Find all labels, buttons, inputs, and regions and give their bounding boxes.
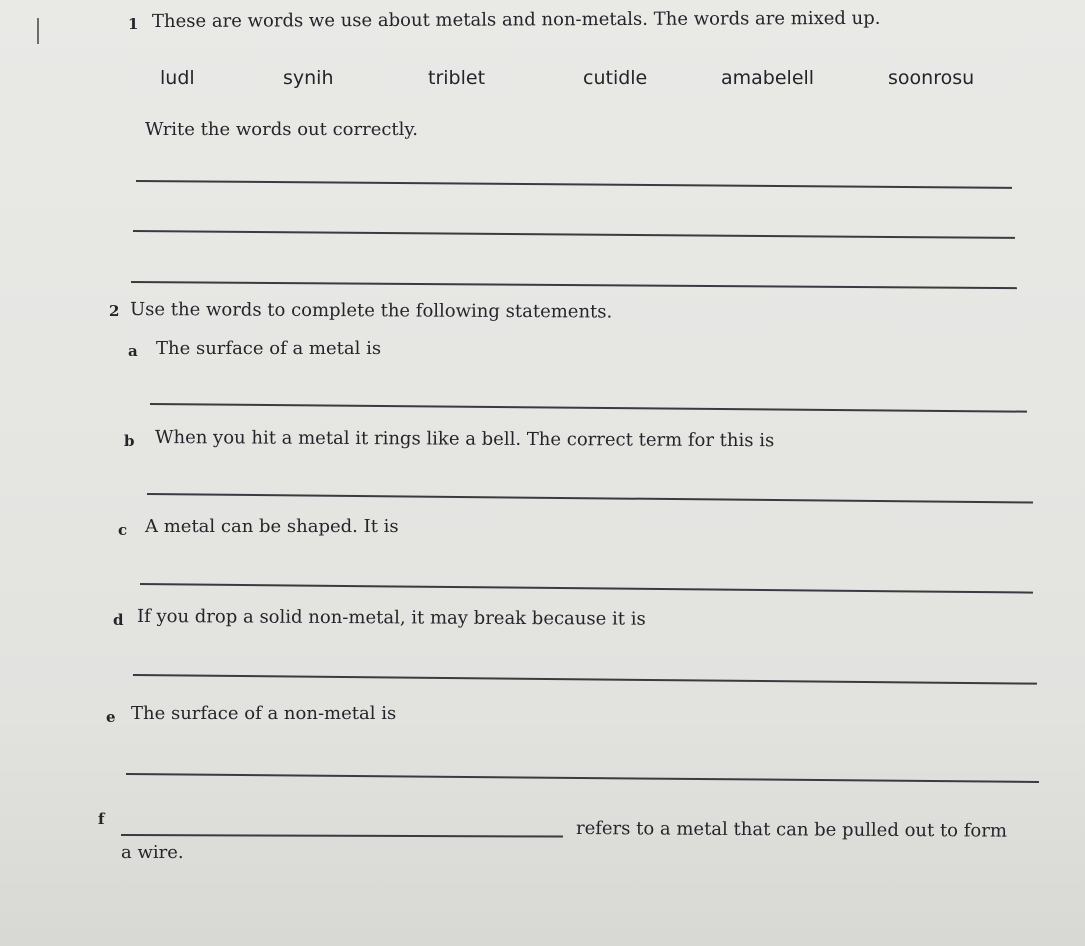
mixed-word-6: soonrosu bbox=[888, 67, 975, 89]
item-b-text: When you hit a metal it rings like a bell. The correct term for this is bbox=[154, 427, 775, 452]
question-2-prompt: Use the words to complete the following statements. bbox=[129, 299, 613, 323]
item-a-text: The surface of a metal is bbox=[156, 338, 382, 359]
item-c-text: A metal can be shaped. It is bbox=[145, 516, 399, 537]
mixed-word-4: cutidle bbox=[583, 67, 648, 89]
question-2-number: 2 bbox=[109, 302, 120, 320]
answer-line-1-1[interactable] bbox=[136, 180, 1012, 189]
question-1-prompt: These are words we use about metals and non-metals. The words are mixed up. bbox=[151, 7, 881, 32]
item-c-letter: c bbox=[118, 521, 128, 539]
item-d-text: If you drop a solid non-metal, it may break because it is bbox=[136, 606, 646, 630]
answer-line-e[interactable] bbox=[126, 773, 1039, 783]
item-f-continuation: a wire. bbox=[121, 842, 184, 863]
answer-line-b[interactable] bbox=[147, 493, 1033, 504]
answer-line-c[interactable] bbox=[140, 583, 1033, 594]
mixed-word-1: ludl bbox=[160, 67, 195, 89]
mixed-word-5: amabelell bbox=[721, 67, 815, 89]
item-a-letter: a bbox=[128, 342, 138, 360]
answer-line-1-2[interactable] bbox=[133, 230, 1015, 239]
mixed-word-2: synih bbox=[283, 67, 334, 89]
answer-line-d[interactable] bbox=[133, 674, 1037, 685]
answer-line-a[interactable] bbox=[150, 403, 1027, 413]
question-1-instruction: Write the words out correctly. bbox=[145, 119, 418, 140]
item-d-letter: d bbox=[113, 611, 124, 629]
item-f-text: refers to a metal that can be pulled out to form bbox=[575, 818, 1008, 842]
answer-line-f[interactable] bbox=[121, 834, 563, 838]
question-1-number: 1 bbox=[128, 15, 139, 33]
item-e-letter: e bbox=[106, 708, 116, 726]
item-b-letter: b bbox=[124, 432, 135, 450]
item-f-letter: f bbox=[98, 810, 105, 828]
item-e-text: The surface of a non-metal is bbox=[131, 703, 397, 724]
answer-line-1-3[interactable] bbox=[131, 281, 1017, 289]
margin-mark bbox=[37, 18, 39, 44]
mixed-word-3: triblet bbox=[428, 67, 486, 89]
